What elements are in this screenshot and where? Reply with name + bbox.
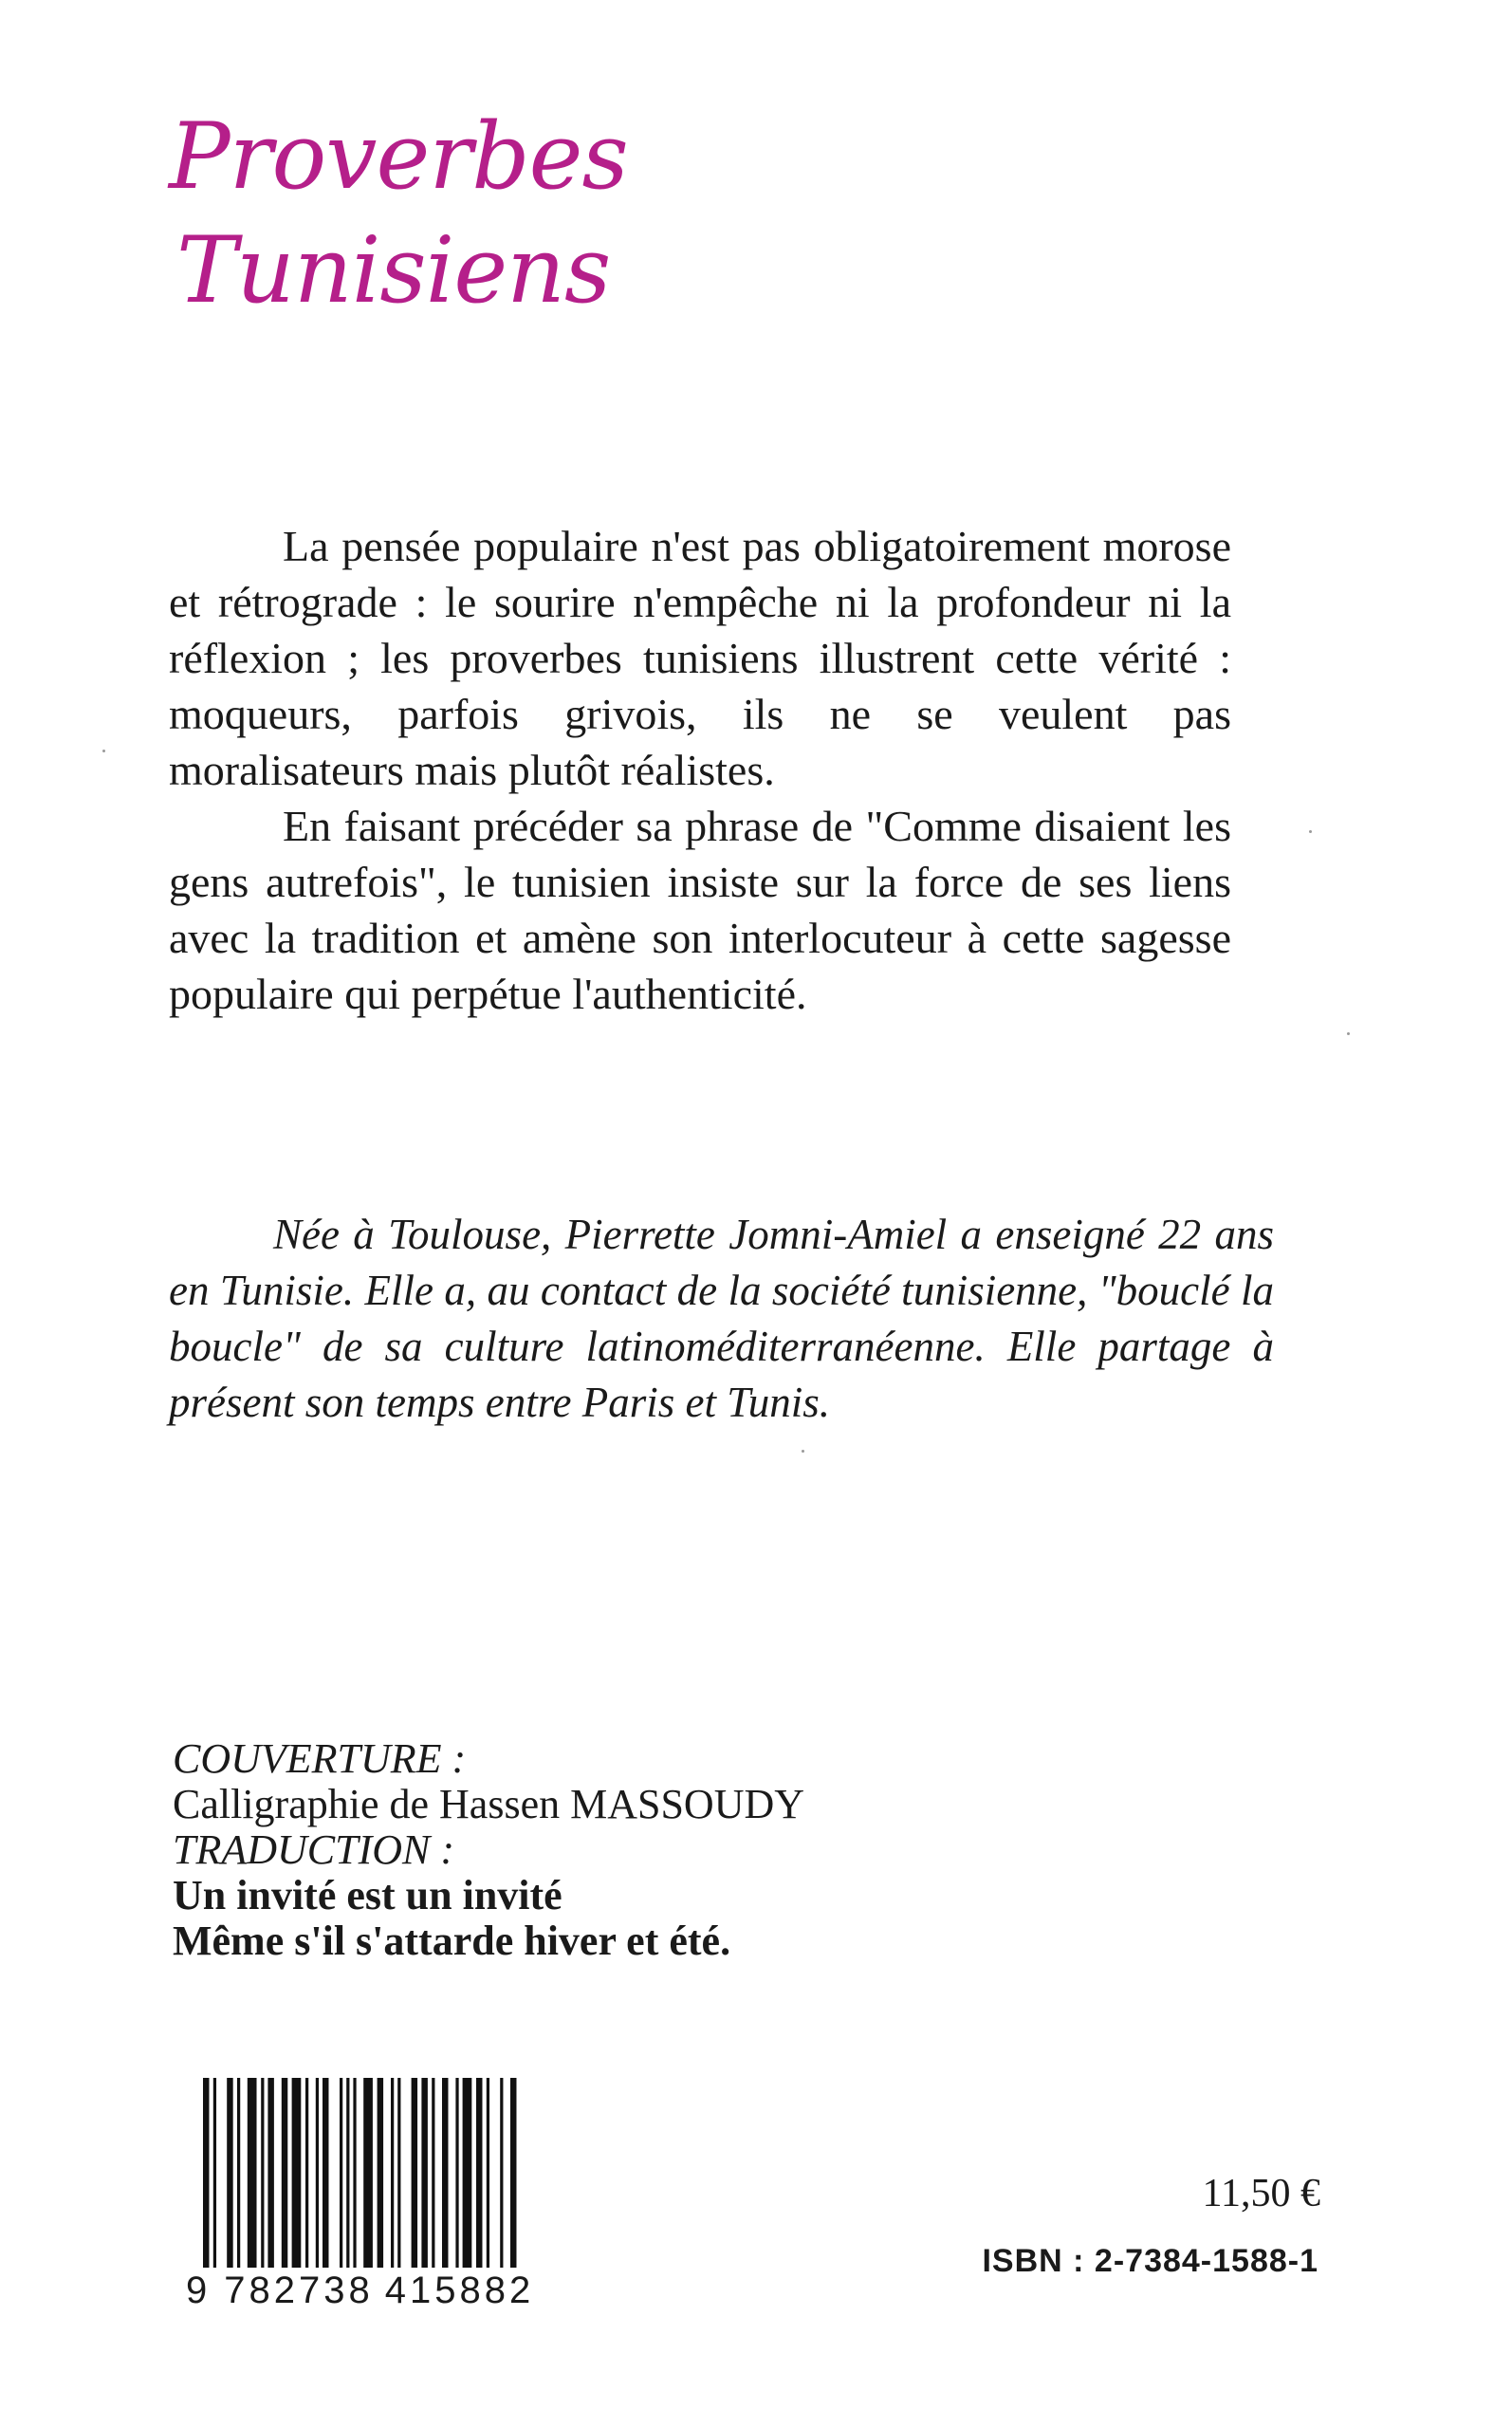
barcode-bar	[363, 2078, 373, 2268]
title-line-2: Tunisiens	[176, 217, 611, 324]
cover-label: COUVERTURE :	[173, 1735, 467, 1782]
barcode-bar	[432, 2078, 434, 2268]
barcode-bar	[463, 2078, 472, 2268]
scan-speck	[802, 1450, 804, 1453]
barcode-bar	[412, 2078, 417, 2268]
barcode-digits	[186, 2270, 546, 2312]
book-title	[169, 100, 628, 327]
barcode-left-group: 782738	[224, 2270, 374, 2311]
barcode-bar	[213, 2078, 216, 2268]
barcode-bar	[305, 2078, 308, 2268]
barcode-bar	[292, 2078, 302, 2268]
barcode-bar	[323, 2078, 328, 2268]
barcode-bar	[500, 2078, 503, 2268]
scan-speck	[102, 750, 105, 752]
barcode-bar	[455, 2078, 458, 2268]
blurb-paragraph-2: En faisant précéder sa phrase de "Comme disaient les gens autrefois", le tunisien insiste sur la force de ses liens avec la tradition et amène son interlocuteur à cette sagesse populaire qui perpétue l'authenticité.	[169, 802, 1231, 1018]
barcode-bar	[397, 2078, 400, 2268]
barcode-bar	[378, 2078, 383, 2268]
author-bio	[169, 1207, 1274, 1431]
barcode-bar	[340, 2078, 342, 2268]
barcode-bar	[248, 2078, 257, 2268]
barcode-bar	[476, 2078, 482, 2268]
book-blurb	[169, 518, 1231, 1022]
scan-speck	[1309, 830, 1312, 833]
barcode-bar	[267, 2078, 273, 2268]
barcode-bar	[346, 2078, 349, 2268]
barcode-bar	[261, 2078, 264, 2268]
blurb-paragraph-1: La pensée populaire n'est pas obligatoirement morose et rétrograde : le sourire n'empêche ni la profondeur ni la réflexion ; les proverbes tunisiens illustrent cette vérité : moqueurs, parfois grivois, ils ne se veulent pas moralisateurs mais plutôt réalistes.	[169, 522, 1231, 794]
barcode-bar	[282, 2078, 287, 2268]
barcode-right-group: 415882	[384, 2270, 535, 2311]
translation-label: TRADUCTION :	[173, 1826, 455, 1873]
cover-credit: Calligraphie de Hassen MASSOUDY	[173, 1781, 805, 1827]
barcode-bar	[203, 2078, 209, 2268]
translation-line-2: Même s'il s'attarde hiver et été.	[173, 1918, 731, 1964]
barcode-bar	[487, 2078, 489, 2268]
barcode-bar	[316, 2078, 319, 2268]
credits-block	[173, 1736, 804, 1964]
isbn: ISBN : 2-7384-1588-1	[982, 2243, 1318, 2279]
barcode-bar	[421, 2078, 427, 2268]
barcode-bar	[442, 2078, 448, 2268]
price: 11,50 €	[1202, 2172, 1320, 2215]
barcode-bar	[227, 2078, 232, 2268]
barcode-bar	[510, 2078, 516, 2268]
scan-speck	[1347, 1032, 1350, 1035]
barcode-bar	[353, 2078, 356, 2268]
translation-line-1: Un invité est un invité	[173, 1872, 562, 1918]
bio-paragraph: Née à Toulouse, Pierrette Jomni-Amiel a enseigné 22 ans en Tunisie. Elle a, au contact de la société tunisienne, "bouclé la boucle" de sa culture latinoméditerranéenne. Elle partage à présent son temps entre Paris et Tunis.	[169, 1211, 1274, 1426]
title-line-1: Proverbes	[169, 103, 628, 210]
barcode-bar	[391, 2078, 394, 2268]
barcode-first-digit: 9	[186, 2270, 212, 2311]
barcode-bar	[237, 2078, 240, 2268]
